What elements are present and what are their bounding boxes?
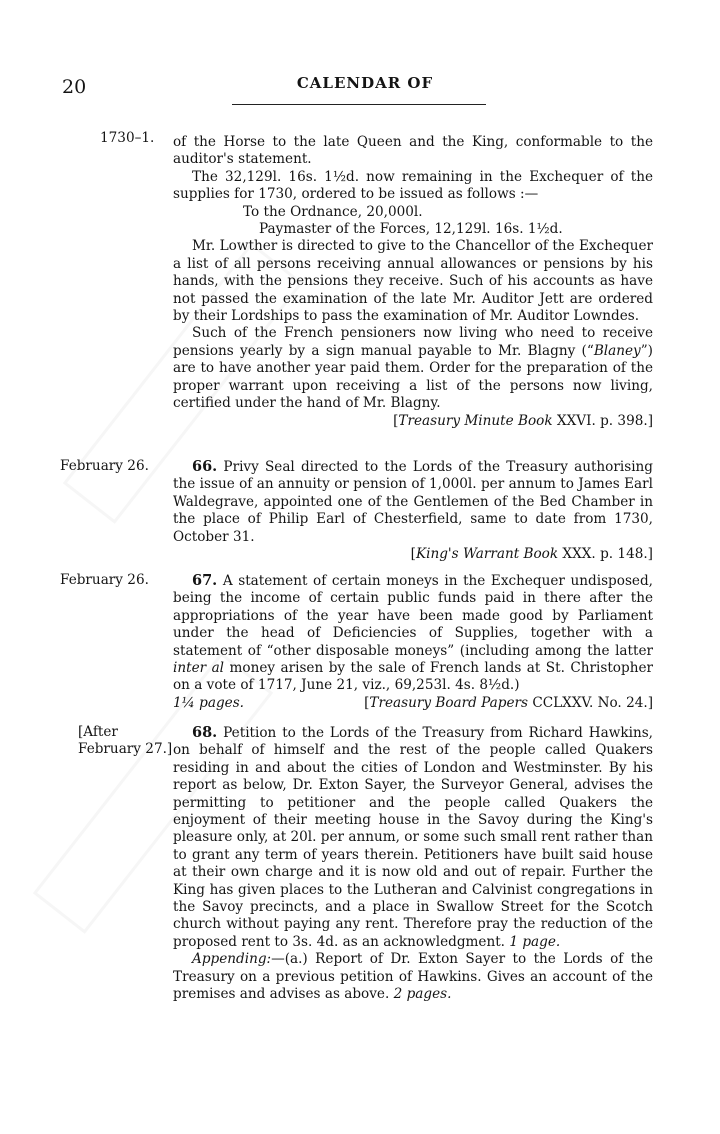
source-reference: [Treasury Board Papers CCLXXV. No. 24.] xyxy=(364,694,653,711)
paragraph: To the Ordnance, 20,000l. xyxy=(243,203,423,220)
paragraph: 68. Petition to the Lords of the Treasury from Richard Hawkins, on behalf of himself and the rest of the people called Quakers residing in and about the cities of London and Westminster. By his report as below, Dr. Exton Sayer, the Surveyor General, advises the permitting to petitioner and the people called Quakers the enjoyment of their meeting house in the Savoy during the King's pleasure only, at 20l. per annum, or some such small rent rather than to grant any term of years therein. Petitioners have built said house at their own charge and it is now old and out of repair. Further the King has given places to the Lutheran and Calvinist congregations in the Savoy precincts, and a place in Swallow Street for the Scotch church without paying any rent. Therefore pray the reduction of the proposed rent to 3s. 4d. as an acknowledgment. 1 page. xyxy=(173,724,653,950)
source-reference: [King's Warrant Book XXX. p. 148.] xyxy=(410,546,653,563)
appending-note: Appending:—(a.) Report of Dr. Exton Sayer to the Lords of the Treasury on a previous petition of Hawkins. Gives an account of the premises and advises as above. 2 pages. xyxy=(173,951,653,1003)
source-reference: [Treasury Minute Book XXVI. p. 398.] xyxy=(393,412,653,429)
page-count: 2 pages. xyxy=(393,986,452,1003)
paragraph: of the Horse to the late Queen and the King, conformable to the auditor's statement. xyxy=(173,134,653,168)
entry-number: 68. xyxy=(192,724,218,741)
paragraph-text: Such of the French pensioners now living who need to receive pensions yearly by a sign manual payable to Mr. Blagny (“ xyxy=(173,325,653,359)
running-title: CALENDAR OF xyxy=(296,74,434,92)
paragraph xyxy=(173,458,653,546)
page-number: 20 xyxy=(62,76,87,98)
entry-text: Privy Seal directed to the Lords of the Treasury authorising the issue of an annuity or pension of 1,000l. per annum to James Earl Waldegrave, appointed one of the Gentlemen of the Bed Chamber in the place of Philip Earl of Chesterfield, same to date from 1730, October 31. xyxy=(173,459,653,545)
appending-label: Appending: xyxy=(192,951,272,968)
entry-body xyxy=(173,572,653,712)
paragraph: Mr. Lowther is directed to give to the Chancellor of the Exchequer a list of all persons receiving annual allowances or pensions by his hands, with the pensions they receive. Such of his accounts as have not passed the examination of the late Mr. Auditor Jett are ordered by their Lordships to pass the examination of Mr. Auditor Lowndes. xyxy=(173,238,653,325)
paragraph-text: ”) are to have another year paid them. Order for the preparation of the proper warrant upon receiving a list of the persons now living, certified under the hand of Mr. Blagny. xyxy=(173,342,653,412)
header-rule xyxy=(232,104,486,105)
page-count: 1 page. xyxy=(509,933,561,950)
paragraph: The 32,129l. 16s. 1½d. now remaining in the Exchequer of the supplies for 1730, ordered to be issued as follows :— xyxy=(173,168,653,203)
year-label: 1730–1. xyxy=(100,130,155,146)
paragraph xyxy=(173,325,653,412)
entry-body xyxy=(173,458,653,563)
page-count: 1¼ pages. xyxy=(173,694,244,711)
italic-phrase: inter al xyxy=(173,660,225,677)
entry-number: 67. xyxy=(192,572,218,589)
entry-number: 66. xyxy=(192,458,218,475)
italic-name: Blaney xyxy=(593,342,641,359)
entry-date: February 26. xyxy=(60,458,149,474)
entry-body xyxy=(173,724,653,1004)
entry-body xyxy=(173,134,653,430)
paragraph: 67. A statement of certain moneys in the Exchequer undisposed, being the income of certain public funds paid in there after the appropriations of the year have been made good by Parliament under the head of Deficiencies of Supplies, together with a statement of “other disposable moneys” (including among the latter inter al money arisen by the sale of French lands at St. Christopher on a vote of 1717, June 21, viz., 69,253l. 4s. 8½d.) xyxy=(173,572,653,694)
paragraph: Paymaster of the Forces, 12,129l. 16s. 1½d. xyxy=(259,221,563,238)
entry-date: February 26. xyxy=(60,572,149,588)
pages-and-reference xyxy=(173,695,653,712)
entry-date: [After February 27.] xyxy=(78,724,173,758)
